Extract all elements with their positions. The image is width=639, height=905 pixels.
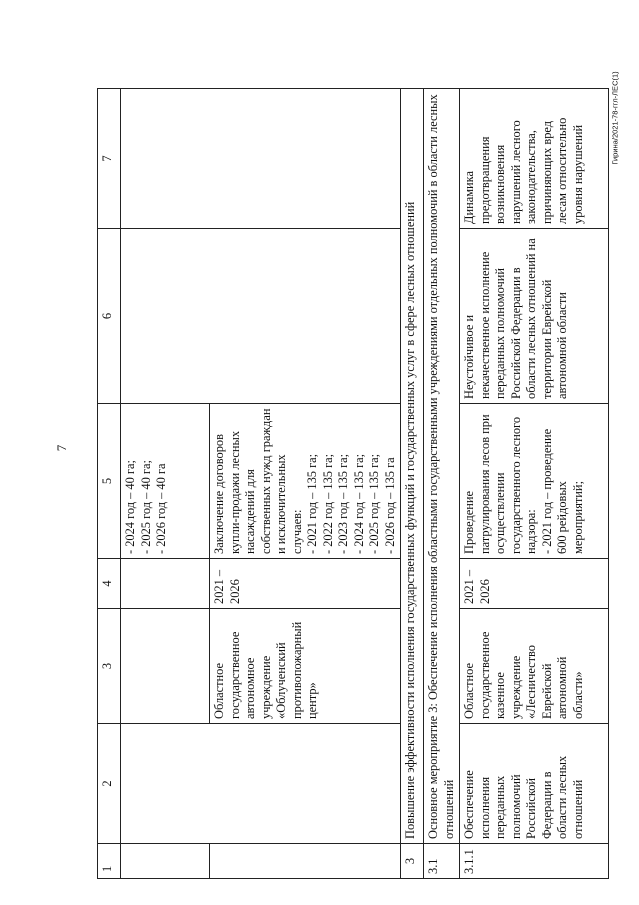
cell: [121, 89, 401, 229]
header-col-5: 5: [98, 404, 121, 559]
cell: [210, 844, 401, 879]
header-col-7: 7: [98, 89, 121, 229]
cell-results: Проведение патрулирования лесов при осуществлении государственного лесного надзора: - 2021 год – проведение 600 рейдовых мероприятий;: [460, 404, 609, 559]
header-row: [98, 89, 121, 879]
cell-consequences: Неустойчивое и некачественное исполнение переданных полномочий Российской Федерации в области лесных отношений на территории Еврейской автономной области: [460, 229, 609, 404]
measures-table: [97, 88, 609, 879]
cell-measure: Обеспечение исполнения переданных полномочий Российской Федерации в области лесных отношений: [460, 724, 609, 844]
cell-executor: Областное государственное автономное учреждение «Облученский противопожарный центр»: [210, 609, 401, 724]
header-col-2: 2: [98, 724, 121, 844]
cell-period: 2021 – 2026: [460, 559, 609, 609]
cell-indicators: Динамика предотвращения возникновения нарушений лесного законодательства, причиняющих вред лесам относительно уровня нарушений: [460, 89, 609, 229]
header-col-6: 6: [98, 229, 121, 404]
table-row-continued-1: [121, 89, 210, 879]
header-col-4: 4: [98, 559, 121, 609]
document-code: Гирина/2021-78-ггл-ЛЕС(1): [610, 71, 620, 165]
cell-results: Заключение договоров купли-продажи лесных насаждений для собственных нужд граждан и исключительных случаев: - 2021 год – 135 га; - 2022 год – 135 га; - 2023 год – 135 га; - 2024 год – 135 га; - 2025 год – 135 га; - 2026 год – 135 га: [210, 404, 401, 559]
subsection-title: Основное мероприятие 3: Обеспечение исполнения областными государственными учреждениями отдельных полномочий в области лесных отношений: [424, 89, 460, 844]
cell: [121, 724, 401, 844]
header-col-1: 1: [98, 844, 121, 879]
section-title: Повышение эффективности исполнения государственных функций и государственных услуг в сфере лесных отношений: [401, 89, 424, 844]
cell: [121, 844, 210, 879]
cell: [121, 229, 401, 404]
cell-number: 3.1.1: [460, 844, 609, 879]
subsection-number: 3.1: [424, 844, 460, 879]
cell: [121, 559, 210, 609]
page-number: 7: [54, 444, 69, 452]
cell-period: 2021 – 2026: [210, 559, 401, 609]
cell-executor: Областное государственное казенное учреждение «Лесничество Еврейской автономной области»: [460, 609, 609, 724]
section-number: 3: [401, 844, 424, 879]
cell: [121, 609, 210, 724]
header-col-3: 3: [98, 609, 121, 724]
section-row-3-1: [424, 89, 460, 879]
table-row-3-1-1: [460, 89, 609, 879]
cell-results-continued: - 2024 год – 40 га; - 2025 год – 40 га; - 2026 год – 40 га: [121, 404, 210, 559]
rotated-table-wrapper: [97, 89, 585, 879]
section-row-3: [401, 89, 424, 879]
